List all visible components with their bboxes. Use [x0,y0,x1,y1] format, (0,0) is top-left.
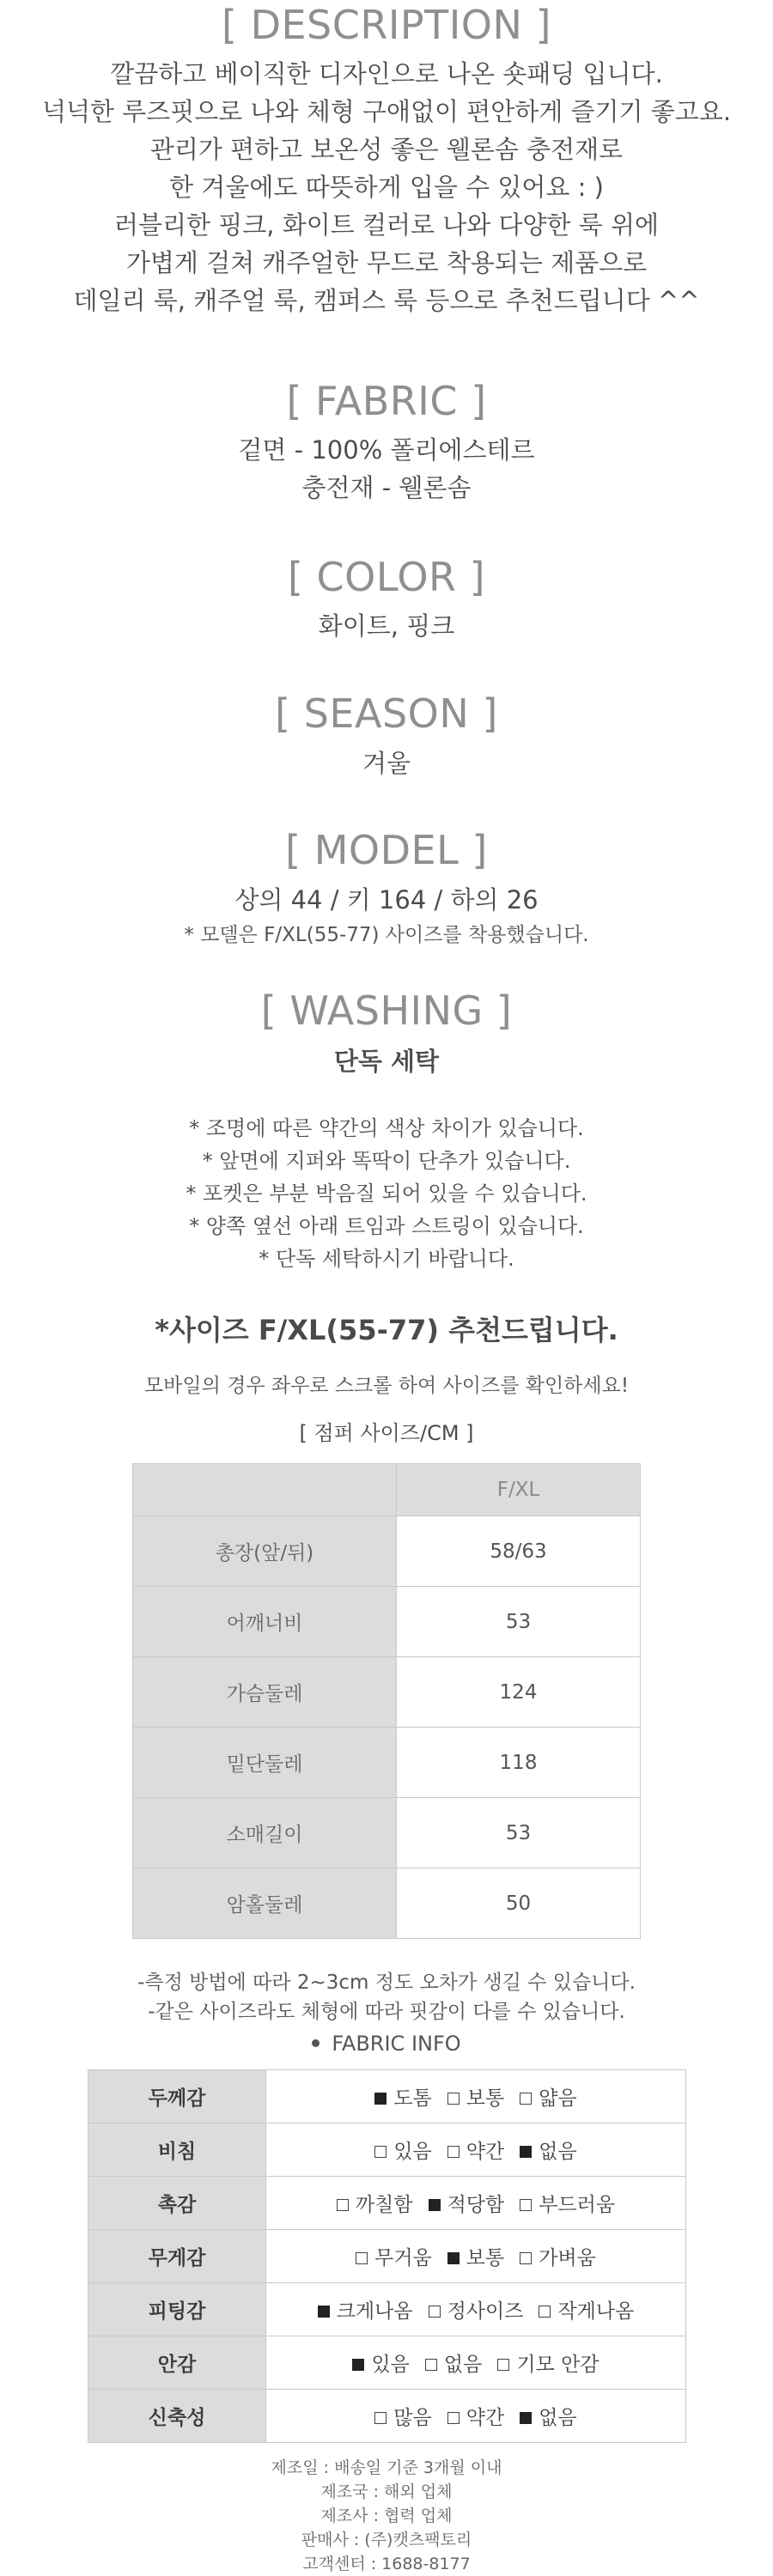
checked-box-icon [447,2252,460,2264]
fabric-info-options [266,2070,686,2123]
note-line: * 양쪽 옆선 아래 트임과 스트링이 있습니다. [189,1214,584,1238]
table-row [133,1728,641,1798]
fabric-info-options [266,2230,686,2283]
fabric-line: 충전재 - 웰론솜 [301,473,472,502]
fabric-info-option [520,2402,576,2430]
checked-box-icon [520,2412,532,2424]
fabric-info-option [520,2189,615,2217]
unchecked-box-icon [447,2412,460,2424]
fabric-info-option [374,2402,431,2430]
fabric-info-option [520,2136,576,2164]
fabric-info-option [374,2082,431,2111]
fabric-info-option-label: 작게나옴 [557,2300,635,2323]
checked-box-icon [352,2359,364,2371]
table-row [88,2177,686,2230]
fabric-info-option [447,2242,504,2270]
unchecked-box-icon [429,2306,441,2318]
table-row [88,2070,686,2123]
unchecked-box-icon [520,2093,532,2105]
measure-note: -같은 사이즈라도 체형에 따라 핏감이 다를 수 있습니다. [148,2001,625,2023]
fabric-info-option-label: 얇음 [539,2087,577,2110]
fabric-info-option [520,2242,596,2270]
unchecked-box-icon [374,2146,386,2158]
fabric-info-options [266,2177,686,2230]
model-line: 상의 44 / 키 164 / 하의 26 [234,885,539,914]
fabric-info-option-label: 크게나옴 [336,2300,413,2323]
description-text [0,55,773,319]
color-line: 화이트, 핑크 [318,611,455,641]
fabric-info-option-label: 없음 [539,2407,577,2429]
size-row-label: 소매길이 [133,1798,397,1868]
mobile-scroll-note: 모바일의 경우 좌우로 스크롤 하여 사이즈를 확인하세요! [143,1375,630,1397]
size-row-value: 53 [397,1587,641,1657]
size-table-title: [ 점퍼 사이즈/CM ] [299,1421,474,1445]
fabric-info-title [0,2029,773,2058]
description-heading: [ DESCRIPTION ] [222,2,551,48]
size-row-label: 총장(앞/뒤) [133,1516,397,1587]
fabric-info-label: 비침 [88,2123,266,2177]
fabric-info-option [539,2295,634,2324]
washing-line: 단독 세탁 [333,1047,440,1076]
unchecked-box-icon [374,2412,386,2424]
unchecked-box-icon [356,2252,368,2264]
note-line: * 포켓은 부분 박음질 되어 있을 수 있습니다. [186,1182,587,1206]
fabric-info-label: 촉감 [88,2177,266,2230]
fabric-info-table [88,2069,686,2443]
size-row-value: 53 [397,1798,641,1868]
washing-heading: [ WASHING ] [260,987,513,1034]
fabric-info-option-label: 까칠함 [355,2194,413,2216]
description-line: 러블리한 핑크, 화이트 컬러로 나와 다양한 룩 위에 [113,210,660,240]
fabric-info-label: 신축성 [88,2390,266,2443]
footer-line: 판매사 : (주)캣츠팩토리 [301,2530,472,2549]
table-row [88,2390,686,2443]
washing-text [0,1042,773,1080]
fabric-info-option-label: 약간 [466,2407,505,2429]
fabric-info-title-text: FABRIC INFO [332,2032,461,2056]
table-row [133,1657,641,1728]
model-heading: [ MODEL ] [285,827,488,873]
unchecked-box-icon [447,2146,460,2158]
fabric-info-option [356,2242,432,2270]
size-row-value: 50 [397,1868,641,1939]
table-row [133,1868,641,1939]
color-text [0,607,773,645]
size-table-header [133,1464,641,1516]
fabric-info-option-label: 가벼움 [539,2247,596,2269]
fabric-info-option [447,2082,504,2111]
footer-line: 제조사 : 협력 업체 [320,2506,453,2525]
fabric-info-option-label: 보통 [466,2087,505,2110]
fabric-info-label: 안감 [88,2336,266,2390]
unchecked-box-icon [337,2199,349,2211]
product-notes [0,1112,773,1275]
unchecked-box-icon [520,2252,532,2264]
model-text [0,881,773,950]
note-line: * 조명에 따른 약간의 색상 차이가 있습니다. [189,1116,584,1140]
size-row-label: 밑단둘레 [133,1728,397,1798]
fabric-info-option-label: 무거움 [374,2247,432,2269]
fabric-line: 겉면 - 100% 폴리에스테르 [238,435,535,465]
description-line: 깔끔하고 베이직한 디자인으로 나온 숏패딩 입니다. [110,59,663,88]
bullet-icon [312,2039,320,2047]
table-row [133,1798,641,1868]
fabric-info-option-label: 많음 [393,2407,432,2429]
fabric-info-options [266,2390,686,2443]
fabric-info-label: 두께감 [88,2070,266,2123]
note-line: * 단독 세탁하시기 바랍니다. [259,1247,514,1271]
fabric-info-option [318,2295,413,2324]
fabric-info-options [266,2336,686,2390]
color-heading: [ COLOR ] [287,554,486,600]
fabric-info-option-label: 보통 [466,2247,505,2269]
fabric-info-option [429,2295,524,2324]
size-table-corner [133,1464,397,1516]
season-text [0,744,773,782]
fabric-info-option-label: 있음 [393,2141,432,2163]
footer-line: 제조일 : 배송일 기준 3개월 이내 [271,2458,502,2477]
measure-notes [0,1968,773,2026]
table-row [88,2283,686,2336]
fabric-info-option [447,2136,504,2164]
fabric-info-option-label: 도톰 [393,2087,432,2110]
fabric-info-option-label: 있음 [371,2354,410,2376]
fabric-info-option-label: 부드러움 [539,2194,616,2216]
unchecked-box-icon [425,2359,437,2371]
description-line: 데일리 룩, 캐주얼 룩, 캠퍼스 룩 등으로 추천드립니다 ^^ [73,286,700,315]
size-row-label: 가슴둘레 [133,1657,397,1728]
fabric-info-options [266,2283,686,2336]
measure-note: -측정 방법에 따라 2~3cm 정도 오차가 생길 수 있습니다. [137,1971,636,1994]
fabric-info-option [337,2189,413,2217]
checked-box-icon [318,2306,330,2318]
size-row-label: 암홀둘레 [133,1868,397,1939]
fabric-info-option [520,2082,576,2111]
description-line: 한 겨울에도 따뜻하게 입을 수 있어요 : ) [169,173,604,202]
fabric-info-option [425,2348,482,2377]
season-heading: [ SEASON ] [275,690,498,737]
fabric-heading: [ FABRIC ] [286,378,487,424]
table-row [88,2336,686,2390]
fabric-info-option-label: 정사이즈 [447,2300,524,2323]
size-row-value: 118 [397,1728,641,1798]
size-column-header: F/XL [397,1464,641,1516]
unchecked-box-icon [520,2199,532,2211]
description-line: 넉넉한 루즈핏으로 나와 체형 구애없이 편안하게 즐기기 좋고요. [41,97,732,126]
fabric-info-option-label: 없음 [539,2141,577,2163]
fabric-info-label: 무게감 [88,2230,266,2283]
fabric-info-option-label: 약간 [466,2141,505,2163]
description-line: 관리가 편하고 보온성 좋은 웰론솜 충전재로 [149,135,624,164]
unchecked-box-icon [447,2093,460,2105]
size-row-value: 58/63 [397,1516,641,1587]
unchecked-box-icon [539,2306,551,2318]
table-row [88,2230,686,2283]
checked-box-icon [520,2146,532,2158]
fabric-info-option-label: 기모 안감 [516,2354,600,2376]
footer-line: 제조국 : 해외 업체 [320,2482,453,2501]
fabric-info-option [352,2348,409,2377]
description-line: 가볍게 걸쳐 캐주얼한 무드로 착용되는 제품으로 [125,248,648,277]
table-row [133,1516,641,1587]
fabric-info-option [447,2402,504,2430]
fabric-info-option-label: 적당함 [447,2194,505,2216]
season-line: 겨울 [362,749,411,778]
unchecked-box-icon [497,2359,509,2371]
size-table [132,1463,641,1939]
fabric-text [0,431,773,507]
note-line: * 앞면에 지퍼와 똑딱이 단추가 있습니다. [202,1149,571,1173]
product-info-footer [0,2456,773,2576]
checked-box-icon [429,2199,441,2211]
size-row-value: 124 [397,1657,641,1728]
checked-box-icon [374,2093,386,2105]
size-row-label: 어깨너비 [133,1587,397,1657]
footer-line: 고객센터 : 1688-8177 [302,2555,471,2573]
fabric-info-label: 피팅감 [88,2283,266,2336]
table-row [133,1587,641,1657]
table-row [88,2123,686,2177]
fabric-info-option [374,2136,431,2164]
fabric-info-option [497,2348,599,2377]
fabric-info-option [429,2189,505,2217]
fabric-info-options [266,2123,686,2177]
model-note: * 모델은 F/XL(55-77) 사이즈를 착용했습니다. [184,924,589,946]
fabric-info-option-label: 없음 [443,2354,483,2376]
size-recommendation: *사이즈 F/XL(55-77) 추천드립니다. [155,1314,618,1346]
